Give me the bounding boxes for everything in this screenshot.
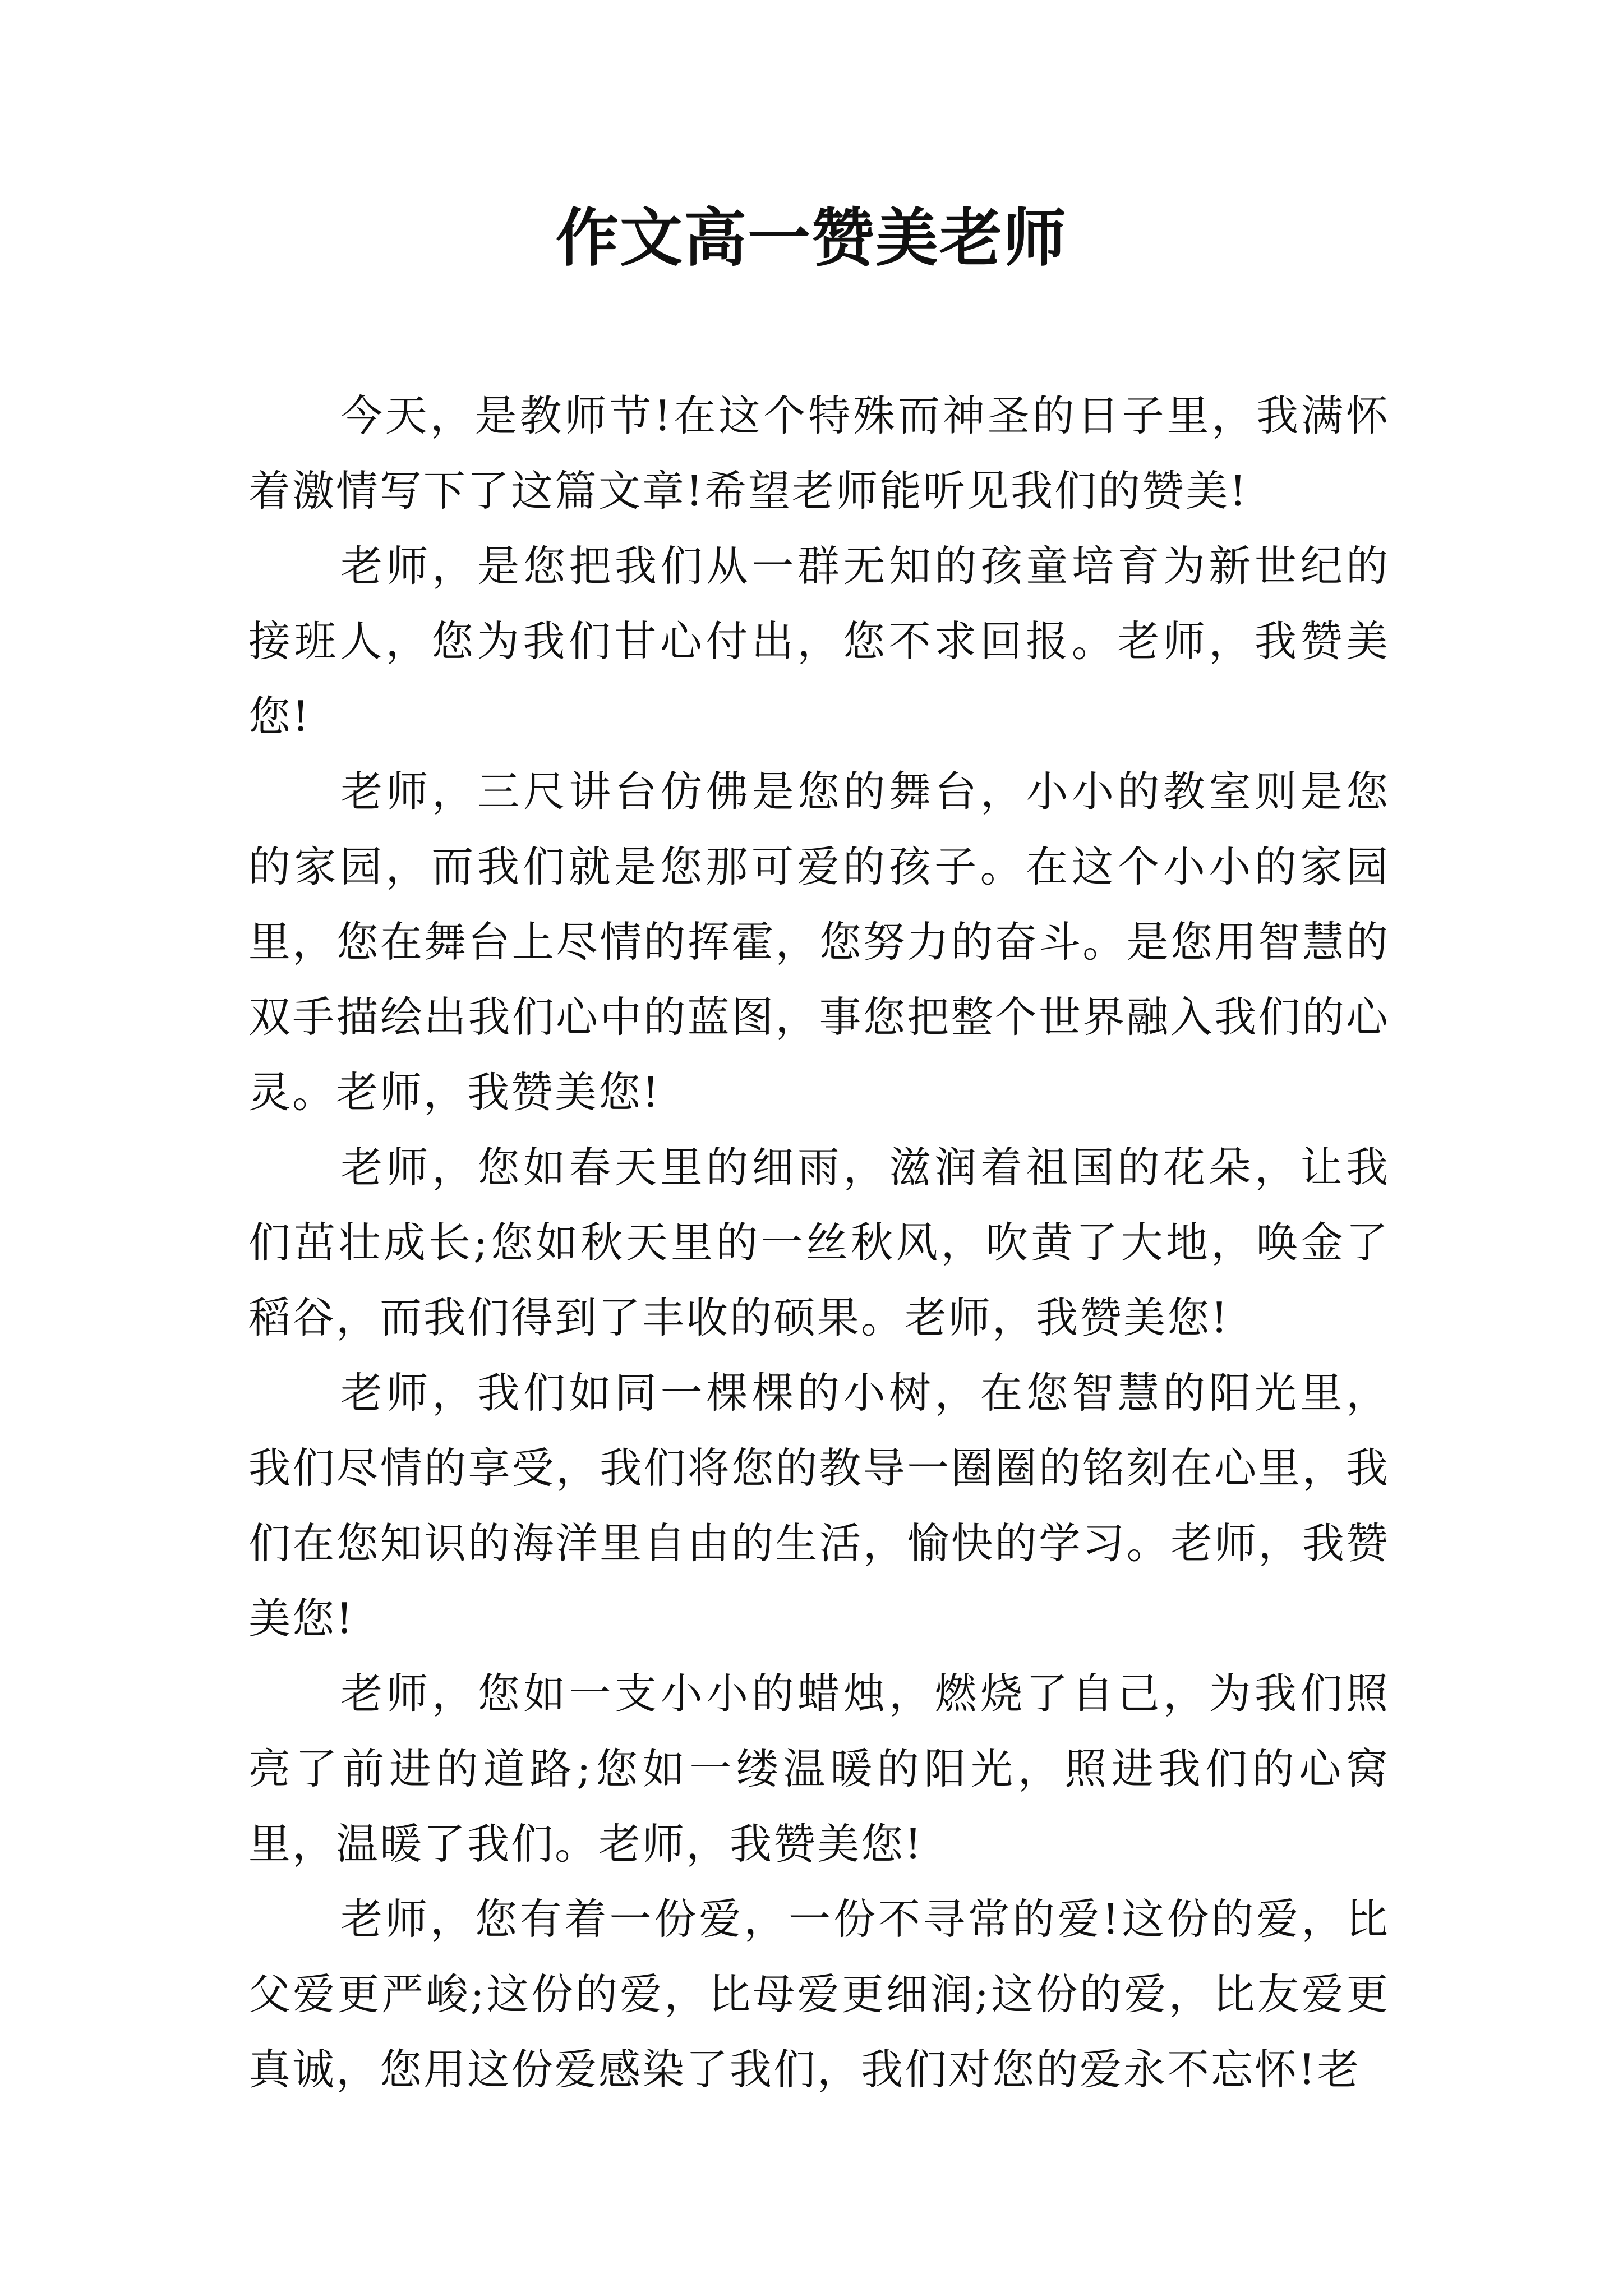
paragraph-3: 老师，三尺讲台仿佛是您的舞台，小小的教室则是您的家园，而我们就是您那可爱的孩子。在这个小小的家园里，您在舞台上尽情的挥霍，您努力的奋斗。是您用智慧的双手描绘出我们心中的蓝图，事您把整个世界融入我们的心灵。老师，我赞美您!	[248, 767, 1390, 1117]
document-title: 作文高一赞美老师	[556, 201, 1067, 275]
document-body	[248, 378, 1390, 2107]
paragraph-2: 老师，是您把我们从一群无知的孩童培育为新世纪的接班人，您为我们甘心付出，您不求回报。老师，我赞美您!	[248, 541, 1390, 741]
paragraph-5: 老师，我们如同一棵棵的小树，在您智慧的阳光里，我们尽情的享受，我们将您的教导一圈圈的铭刻在心里，我们在您知识的海洋里自由的生活，愉快的学习。老师，我赞美您!	[248, 1368, 1390, 1643]
paragraph-4: 老师，您如春天里的细雨，滋润着祖国的花朵，让我们茁壮成长;您如秋天里的一丝秋风，吹黄了大地，唤金了稻谷，而我们得到了丰收的硕果。老师，我赞美您!	[248, 1143, 1390, 1342]
paragraph-1: 今天，是教师节!在这个特殊而神圣的日子里，我满怀着激情写下了这篇文章!希望老师能听见我们的赞美!	[248, 391, 1390, 516]
paragraph-6: 老师，您如一支小小的蜡烛，燃烧了自己，为我们照亮了前进的道路;您如一缕温暖的阳光，照进我们的心窝里，温暖了我们。老师，我赞美您!	[248, 1669, 1390, 1869]
paragraph-7: 老师，您有着一份爱，一份不寻常的爱!这份的爱，比父爱更严峻;这份的爱，比母爱更细润;这份的爱，比友爱更真诚，您用这份爱感染了我们，我们对您的爱永不忘怀!老	[248, 1894, 1390, 2094]
